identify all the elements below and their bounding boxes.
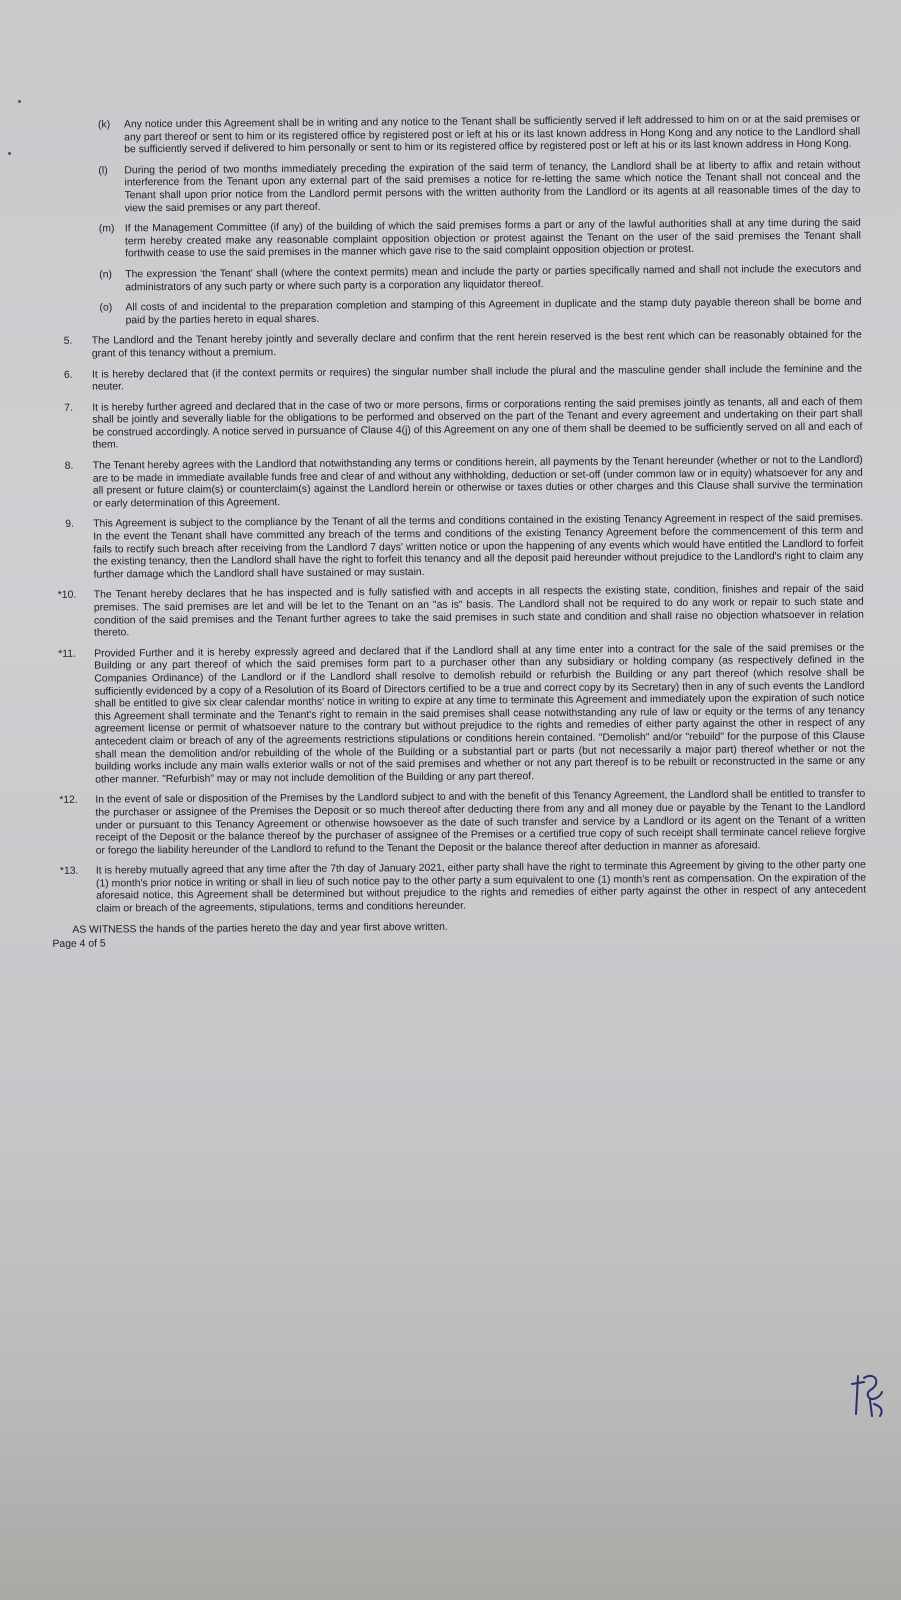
subclause-o bbox=[41, 297, 861, 329]
subclause-label: (m) bbox=[98, 223, 115, 235]
speck-mark bbox=[18, 100, 21, 103]
subclause-k bbox=[40, 114, 860, 158]
clause-number: 6. bbox=[63, 369, 73, 381]
clause-number: *10. bbox=[57, 590, 77, 602]
clause-11 bbox=[44, 642, 865, 787]
subclause-l bbox=[40, 159, 860, 216]
clause-text: Provided Further and it is hereby expressly agreed and declared that if the Landlord shall at any time enter into a contract for the sale of the said premises or the Building or any part thereof of which the said premises form part to a purchaser other than any subsidiary or holding company (as respectively defined in the Companies Ordinance) of the Landlord or if the Landlord shall resolve to demolish rebuild or refurbish the Building or any part thereof (which resolve shall be sufficiently evidenced by a copy of a Resolution of its Board of Directors certified to be a true and correct copy by its Secretary) then in any of such events the Landlord shall be entitled to give six clear calendar months' notice in writing to expire at any time to terminate this Agreement and immediately upon the expiration of such notice this Agreement shall terminate and the Tenant's right to remain in the said premises shall cease notwithstanding any rule of law or equity or the terms of any tenancy agreement license or permit of whatsoever nature to the contrary but without prejudice to the rights and remedies of either party against the other in respect of any antecedent claim or breach of any of the agreements restrictions stipulations or conditions herein contained. "Demolish" and/or "rebuild" for the purpose of this Clause shall mean the demolition and/or rebuilding of the whole of the Building or a substantial part or parts (but not necessarily a major part) thereof whether or not the building works include any main walls exterior walls or not of the said premises and whether or not any part thereof is to be rebuilt or reconstructed in the same or any other manner. "Refurbish" may or may not include demolition of the Building or any part thereof. bbox=[94, 642, 866, 786]
subclause-label: (l) bbox=[98, 165, 108, 177]
speck-mark bbox=[8, 152, 11, 155]
clause-number: 5. bbox=[63, 336, 73, 348]
subclause-text: Any notice under this Agreement shall be in writing and any notice to the Tenant shall be sufficiently served if left addressed to him on or at the said premises or any part thereof or sent to him or its registered office by registered post or left at his or its last known address in Hong Kong and any notice to the Landlord shall be sufficiently served if delivered to him personally or sent to him or its registered office by registered post or left at his or its last known address in Hong Kong. bbox=[123, 113, 861, 156]
clause-text: It is hereby further agreed and declared that in the case of two or more persons, firms or corporations renting the said premises jointly as tenants, all and each of them shall be jointly and severally liable for the obligations to be performed and observed on the part of the Tenant and every agreement and undertaking on their part shall be construed accordingly. A notice served in pursuance of Clause 4(j) of this Agreement on any one of them shall be deemed to be sufficiently served on all and each of them. bbox=[92, 396, 863, 452]
initials-signature bbox=[850, 1370, 890, 1420]
clause-number: *13. bbox=[59, 866, 79, 878]
clause-number: 9. bbox=[65, 519, 74, 531]
clause-10 bbox=[44, 584, 864, 641]
subclause-m bbox=[41, 218, 861, 262]
clause-7 bbox=[42, 396, 862, 453]
witness-line: AS WITNESS the hands of the parties hereto the day and year first above written. bbox=[72, 921, 448, 936]
subclause-text: During the period of two months immediately preceding the expiration of the said term of tenancy, the Landlord shall be at liberty to affix and retain without interference from the Tenant upon any external part of the said premises a notice for re-letting the same which notice the Tenant shall not conceal and the Tenant shall upon prior notice from the Landlord permit persons with the written authority from the Landlord or its agents at all reasonable times of the day to view the said premises or any part thereof. bbox=[124, 159, 861, 214]
subclause-text: If the Management Committee (if any) of the building of which the said premises forms a part or any of the lawful authorities shall at any time during the said term hereby created make any reasonable complaint opposition objection or protest against the Tenant on the user of the said premises the Tenant shall forthwith cease to use the said premises in the manner which gave rise to the said complaint opposition objection or protest. bbox=[124, 217, 861, 260]
clause-number: 8. bbox=[64, 460, 74, 472]
clause-6 bbox=[42, 363, 862, 395]
clause-text: The Tenant hereby agrees with the Landlord that notwithstanding any terms or conditions herein, all payments by the Tenant hereunder (whether or not to the Landlord) are to be made in immediate available funds free and clear of and without any withholding, deduction or set-off (under common law or in equity) whatsoever for any and all present or future claim(s) or counterclaim(s) against the Landlord herein or otherwise or taxes duties or other charges and this Clause shall survive the termination or early determination of this Agreement. bbox=[92, 454, 863, 510]
clause-8 bbox=[43, 455, 863, 512]
clause-number: *12. bbox=[59, 795, 78, 807]
subclause-label: (o) bbox=[99, 302, 113, 314]
clause-9 bbox=[43, 513, 863, 582]
clause-text: It is hereby declared that (if the context permits or requires) the singular number shall include the plural and the masculine gender shall include the feminine and the neuter. bbox=[91, 363, 863, 393]
clause-text: This Agreement is subject to the compliance by the Tenant of all the terms and conditions contained in the existing Tenancy Agreement in respect of the said premises. In the event the Tenant shall have committed any breach of the terms and conditions of the existing Tenancy Agreement before the commencement of this term and fails to rectify such breach after receiving from the Landlord 7 days' written notice or upon the happening of any events which would have entitled the Landlord to forfeit the existing tenancy, then the Landlord shall have the right to forfeit this tenancy and all the deposit paid hereunder without prejudice to the Landlord's right to claim any further damage which the Landlord shall have sustained or may sustain. bbox=[93, 512, 864, 581]
clause-text: In the event of sale or disposition of the Premises by the Landlord subject to and with the benefit of this Tenancy Agreement, the Landlord shall be entitled to transfer to the purchaser or assignee of the Premises the Deposit or so much thereof after deducting there from any and all money due or payable by the Tenant to the Landlord under or pursuant to this Tenancy Agreement or otherwise howsoever as the date of such transfer and service by a Landlord or its agent on the Tenant of a written receipt of the Deposit or the balance thereof by the purchaser of assignee of the Premises or a certified true copy of such receipt shall terminate cancel relieve forgive or forego the liability hereunder of the Landlord to refund to the Tenant the Deposit or the balance thereof after deduction in manner as aforesaid. bbox=[95, 788, 866, 857]
clause-13 bbox=[46, 860, 866, 917]
agreement-text bbox=[40, 114, 867, 952]
clause-12 bbox=[45, 789, 865, 858]
subclause-label: (k) bbox=[97, 119, 111, 131]
clause-5 bbox=[42, 330, 862, 362]
clause-text: It is hereby mutually agreed that any time after the 7th day of January 2021, either party shall have the right to terminate this Agreement by giving to the other party one (1) month's prior notice in writing or shall in lieu of such notice pay to the other party a sum equivalent to one (1) month's rent as compensation. On the expiration of the aforesaid notice, this Agreement shall be determined but without prejudice to the rights and remedies of either party against the other in respect of any antecedent claim or breach of the agreements, stipulations, terms and conditions hereunder. bbox=[95, 859, 867, 915]
subclause-label: (n) bbox=[99, 269, 112, 281]
subclause-text: All costs of and incidental to the preparation completion and stamping of this Agreement in duplicate and the stamp duty payable thereon shall be borne and paid by the parties hereto in equal shares. bbox=[125, 296, 862, 327]
clause-text: The Landlord and the Tenant hereby jointly and severally declare and confirm that the rent herein reserved is the best rent which can be reasonably obtained for the grant of this tenancy without a premium. bbox=[91, 329, 862, 360]
clause-text: The Tenant hereby declares that he has inspected and is fully satisfied with and accepts in all respects the existing state, condition, finishes and repair of the said premises. The said premises are let and will be let to the Tenant on an "as is" basis. The Landlord shall not be required to do any work or repair to such state and condition of the said premises and the Tenant further agrees to take the said premises in such state and condition and shall raise no objection whatsoever in relation thereto. bbox=[93, 583, 864, 639]
subclause-text: The expression 'the Tenant' shall (where the context permits) mean and include the party or parties specifically named and shall not include the executors and administrators of any such party or where such party is a corporation any liquidator thereof. bbox=[125, 263, 862, 293]
clause-number: 7. bbox=[64, 402, 73, 414]
clause-number: *11. bbox=[58, 648, 76, 660]
page-number: Page 4 of 5 bbox=[52, 938, 106, 951]
subclause-n bbox=[41, 263, 861, 295]
